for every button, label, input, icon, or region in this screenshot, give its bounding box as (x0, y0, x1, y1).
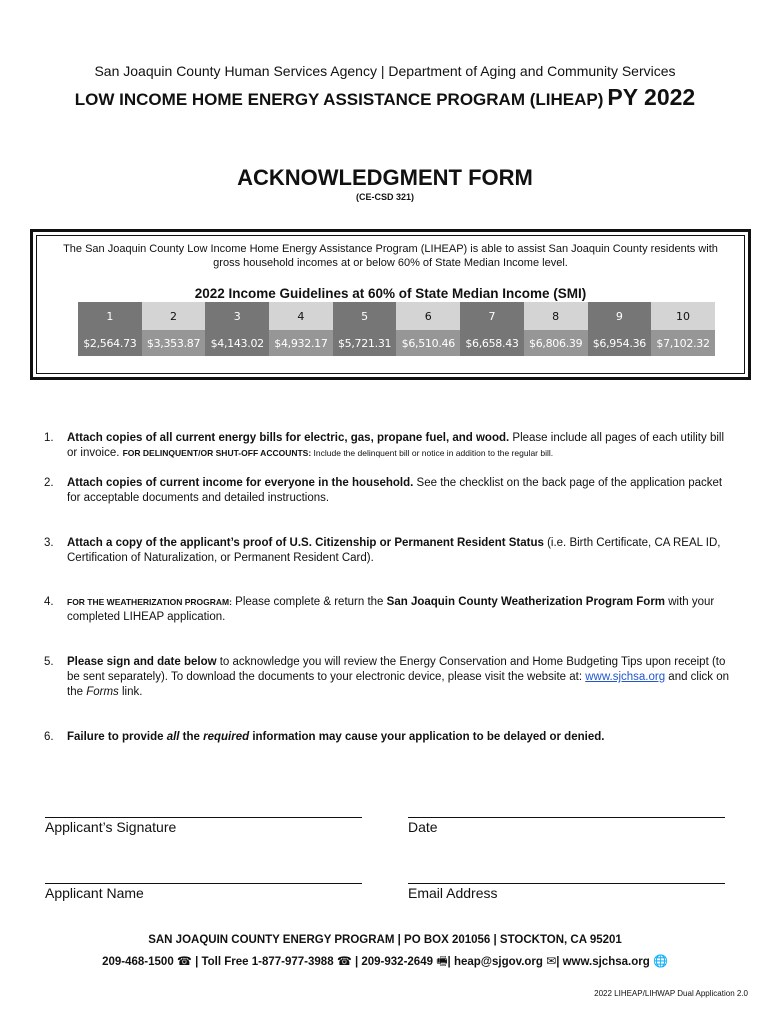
item-text: to acknowledge you will review the Energy Conservation and Home Budgeting Tips upon receipt (to be sent separately). To download the documents to your electronic device, please visit the website at: (67, 656, 726, 683)
item-text: and click on the (67, 671, 730, 698)
household-size-cell: 1 (78, 302, 142, 330)
form-code: (CE-CSD 321) (355, 192, 414, 202)
income-limit-cell: $6,510.46 (396, 330, 460, 356)
applicant-signature-label: Applicant’s Signature (45, 819, 177, 835)
item-body (67, 730, 732, 745)
item-number: 3. (44, 537, 54, 549)
item-bold-text: Attach a copy of the applicant’s proof of U.S. Citizenship or Permanent Resident Status (67, 537, 544, 549)
income-limit-cell: $5,721.31 (333, 330, 397, 356)
website-link[interactable]: www.sjchsa.org (585, 671, 666, 683)
guidelines-title: 2022 Income Guidelines at 60% of State Median Income (SMI) (194, 286, 587, 301)
item-bold-text: Attach copies of current income for everyone in the household. (67, 477, 414, 489)
item-bold-text: Please sign and date below (67, 656, 217, 668)
item-text: link. (118, 686, 143, 698)
item-number: 1. (44, 432, 54, 444)
item-text: (i.e. Birth Certificate, CA REAL ID, Certification of Naturalization, or Permanent Resident Card). (67, 537, 721, 564)
item-small-bold: FOR THE WEATHERIZATION PROGRAM: (67, 597, 232, 607)
item-text: with your completed LIHEAP application. (67, 596, 715, 623)
fax-icon: 🖷 (436, 954, 448, 968)
footer-contacts: 209-468-1500 ☎ | Toll Free 1-877-977-3988 ☎ | 209-932-2649 🖷| heap@sjgov.org ✉| www.sjchsa.org 🌐 (102, 954, 668, 968)
household-size-cell: 3 (205, 302, 269, 330)
item-body (67, 431, 732, 461)
item-bold-text: information may cause your application to be delayed or denied. (249, 731, 605, 743)
applicant-name-line[interactable] (45, 883, 362, 884)
household-size-row (78, 302, 715, 330)
program-name: LOW INCOME HOME ENERGY ASSISTANCE PROGRAM (LIHEAP) (74, 90, 604, 109)
income-limit-cell: $7,102.32 (651, 330, 715, 356)
income-limit-cell: $4,143.02 (205, 330, 269, 356)
household-size-cell: 6 (396, 302, 460, 330)
item-bold-text: the (179, 731, 204, 743)
item-body (67, 595, 732, 625)
eligibility-text: The San Joaquin County Low Income Home Energy Assistance Program (LIHEAP) is able to assist San Joaquin County residents with gross household incomes at or below 60% of State Median Income level. (63, 243, 718, 269)
agency-header: San Joaquin County Human Services Agency | Department of Aging and Community Services (94, 63, 676, 79)
income-limit-cell: $4,932.17 (269, 330, 333, 356)
item-body (67, 536, 732, 566)
footer-fax: 209-932-2649 (361, 956, 433, 968)
email-address-label: Email Address (408, 885, 498, 901)
household-size-cell: 10 (651, 302, 715, 330)
income-limit-row (78, 330, 715, 356)
footer-address: SAN JOAQUIN COUNTY ENERGY PROGRAM | PO BOX 201056 | STOCKTON, CA 95201 (148, 934, 622, 946)
footer-website[interactable]: www.sjchsa.org (562, 956, 650, 968)
income-limit-cell: $3,353.87 (142, 330, 206, 356)
item-small-text: Include the delinquent bill or notice in addition to the regular bill. (311, 448, 554, 458)
footer-phone: 209-468-1500 (102, 956, 174, 968)
item-number: 5. (44, 656, 54, 668)
globe-icon: 🌐 (652, 954, 668, 968)
item-bold-text: Attach copies of all current energy bills for electric, gas, propane fuel, and wood. (67, 432, 510, 444)
income-info-inner (36, 235, 745, 374)
household-size-cell: 8 (524, 302, 588, 330)
income-limit-cell: $6,806.39 (524, 330, 588, 356)
household-size-cell: 7 (460, 302, 524, 330)
version-label: 2022 LIHEAP/LIHWAP Dual Application 2.0 (594, 989, 748, 998)
footer-email[interactable]: heap@sjgov.org (453, 956, 543, 968)
date-line[interactable] (408, 817, 725, 818)
item-number: 2. (44, 477, 54, 489)
household-size-cell: 9 (588, 302, 652, 330)
form-title: ACKNOWLEDGMENT FORM (237, 165, 533, 190)
income-limit-cell: $6,658.43 (460, 330, 524, 356)
income-info-box (30, 229, 751, 380)
item-bold-italic: all (166, 731, 180, 743)
item-body (67, 655, 732, 700)
phone-icon: ☎ (176, 954, 192, 968)
item-text: Please include all pages of each utility bill or invoice. (67, 432, 725, 459)
envelope-icon: ✉ (546, 954, 557, 968)
program-year: PY 2022 (607, 84, 696, 110)
household-size-cell: 4 (269, 302, 333, 330)
household-size-cell: 5 (333, 302, 397, 330)
footer-toll-free: Toll Free 1-877-977-3988 (201, 956, 334, 968)
item-text: Please complete & return the (231, 596, 387, 608)
household-size-cell: 2 (142, 302, 206, 330)
income-guidelines-table (78, 302, 715, 356)
item-text: See the checklist on the back page of the application packet for acceptable documents and detailed instructions. (67, 477, 723, 504)
signature-line[interactable] (45, 817, 362, 818)
item-number: 6. (44, 731, 54, 743)
item-bold-italic: required (203, 731, 250, 743)
phone-icon: ☎ (336, 954, 352, 968)
item-number: 4. (44, 596, 54, 608)
item-body (67, 476, 732, 506)
income-limit-cell: $6,954.36 (588, 330, 652, 356)
program-title (0, 84, 770, 111)
item-italic-text: Forms (86, 686, 119, 698)
date-label: Date (408, 819, 438, 835)
item-bold-text: Failure to provide (67, 731, 167, 743)
applicant-name-label: Applicant Name (45, 885, 144, 901)
item-small-bold: FOR DELINQUENT/OR SHUT-OFF ACCOUNTS: (122, 448, 312, 458)
income-limit-cell: $2,564.73 (78, 330, 142, 356)
item-bold-text: San Joaquin County Weatherization Program Form (386, 596, 666, 608)
email-line[interactable] (408, 883, 725, 884)
